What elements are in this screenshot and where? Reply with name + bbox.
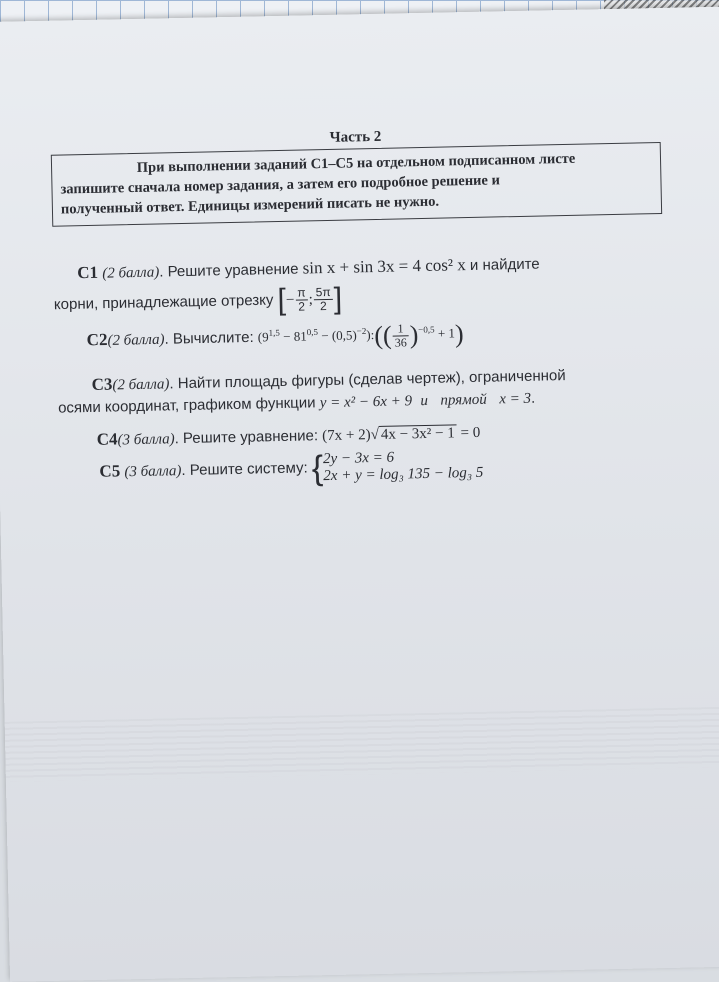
task-c1-line2: корни, принадлежащие отрезку [− $\frac{\pi}{2}$ ; $\frac{5\pi}{2}$ ] <box>53 282 343 317</box>
task-points: (2 балла) <box>107 331 165 349</box>
task-function: y = x² − 6x + 9 <box>319 393 413 412</box>
task-c5 <box>57 444 668 491</box>
instructions-line-2: запишите сначала номер задания, а затем его подробное решение и <box>60 172 501 198</box>
task-expression: ($9^{1,5} - 81^{0,5}$ − $(0,5)^{-2}$):(( $\frac{1}{36}$ )$^{-0,5}$ + 1) <box>257 319 464 351</box>
system-eq-2: 2x + y = log₃ 135 − log₃ 5 <box>323 464 484 484</box>
task-line: x = 3 <box>499 390 532 408</box>
task-number: С4 <box>96 429 118 449</box>
task-points: (3 балла) <box>117 431 175 449</box>
instructions-box <box>51 142 662 227</box>
task-number: С5 <box>99 461 121 481</box>
interval-right: $\frac{5\pi}{2}$ <box>314 286 334 313</box>
system-eq-1: 2y − 3x = 6 <box>322 449 395 467</box>
task-text: . Решите систему: <box>181 459 308 479</box>
task-text: осями координат, графиком функции <box>57 394 316 417</box>
task-number: С1 <box>77 262 99 283</box>
task-text: . Решите уравнение <box>159 260 299 281</box>
task-equation: sin x + sin 3x = 4 cos² x <box>302 255 466 278</box>
task-number: С2 <box>86 329 108 350</box>
task-points: (2 балла) <box>112 376 170 394</box>
task-c2 <box>54 314 664 357</box>
task-text: и <box>420 392 429 409</box>
task-number: С3 <box>91 374 113 394</box>
task-text: . Решите уравнение: <box>174 427 319 448</box>
instructions-line-1: При выполнении заданий С1–С5 на отдельном подписанном листе <box>136 150 576 176</box>
task-equation: (7x + 2)√ 4x − 3x² − 1 = 0 <box>322 424 481 444</box>
task-text: . Найти площадь фигуры (сделав чертеж), ограниченной <box>169 366 566 393</box>
task-text: прямой <box>440 391 487 409</box>
sheet-content <box>50 123 667 491</box>
task-text: . Вычислите: <box>164 328 254 348</box>
equation-system: { 2y − 3x = 6 2x + y = log₃ 135 − log₃ 5 <box>311 448 484 488</box>
exam-sheet <box>0 7 719 982</box>
part-title: Часть 2 <box>329 128 382 146</box>
task-points: (3 балла) <box>124 462 182 481</box>
instructions-line-3: полученный ответ. Единицы измерений писать не нужно. <box>60 193 440 218</box>
interval-left: $\frac{\pi}{2}$ <box>295 286 308 313</box>
task-c3-line2: осями координат, графиком функции y = x² − 6x + 9 и прямой x = 3. <box>57 389 536 417</box>
task-text: корни, принадлежащие отрезку <box>53 291 274 314</box>
paper-texture <box>5 706 719 781</box>
task-points: (2 балла) <box>102 264 160 282</box>
task-text: и найдите <box>469 255 540 275</box>
